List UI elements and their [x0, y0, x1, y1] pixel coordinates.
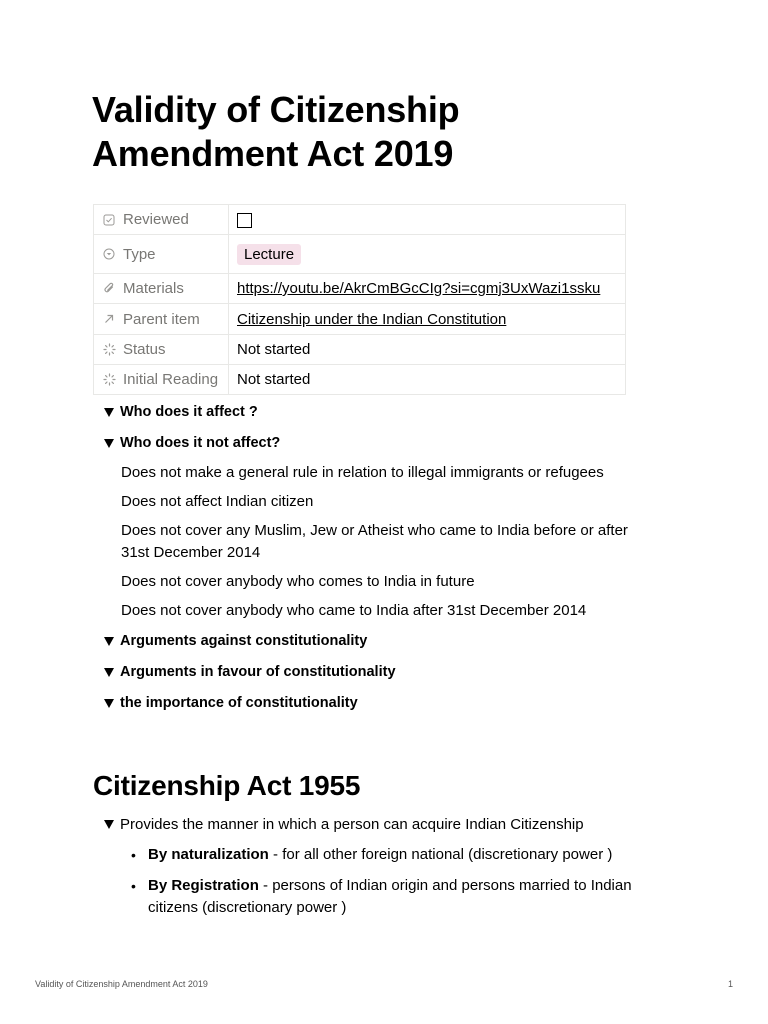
- toggle-triangle-icon[interactable]: [104, 699, 114, 708]
- bullet-bold: By naturalization: [148, 846, 269, 863]
- toggle-arguments-against[interactable]: [104, 633, 367, 649]
- property-row-status: [94, 335, 626, 365]
- property-key: Status: [123, 341, 166, 358]
- toggle-label: Who does it not affect?: [120, 435, 281, 451]
- toggle-triangle-icon[interactable]: [104, 439, 114, 448]
- section-heading: Citizenship Act 1955: [93, 770, 361, 801]
- status-value[interactable]: Not started: [237, 341, 311, 358]
- page-number: 1: [727, 979, 733, 989]
- toggle-arguments-favour[interactable]: [104, 664, 396, 680]
- toggle-label: Who does it affect ?: [120, 404, 258, 420]
- toggle-triangle-icon[interactable]: [104, 408, 114, 417]
- reviewed-checkbox[interactable]: [237, 213, 252, 228]
- toggle-triangle-icon[interactable]: [104, 637, 114, 646]
- parent-item-link[interactable]: Citizenship under the Indian Constitution: [237, 310, 507, 328]
- select-property-icon: [102, 247, 116, 261]
- toggle-acquire-citizenship[interactable]: [104, 816, 584, 833]
- list-item: Does not make a general rule in relation to illegal immigrants or refugees: [121, 464, 604, 481]
- toggle-importance[interactable]: [104, 695, 358, 711]
- arrow-up-right-icon: [102, 312, 116, 326]
- bullet-text: - persons of Indian origin and persons married to Indian citizens (discretionary power ): [148, 877, 632, 916]
- checkbox-property-icon: [102, 213, 116, 227]
- type-tag[interactable]: Lecture: [237, 244, 301, 265]
- toggle-who-affect[interactable]: [104, 404, 258, 420]
- list-item: Does not cover any Muslim, Jew or Atheist who came to India before or after 31st December 2014: [121, 522, 628, 561]
- toggle-label: Provides the manner in which a person can acquire Indian Citizenship: [120, 816, 584, 833]
- bullet-text: - for all other foreign national (discretionary power ): [268, 846, 613, 863]
- properties-table: [93, 204, 626, 395]
- bullet-dot-icon: •: [131, 878, 136, 894]
- bullet-item: [131, 844, 661, 866]
- property-row-materials: [94, 274, 626, 304]
- toggle-who-not-affect[interactable]: [104, 435, 280, 451]
- toggle-triangle-icon[interactable]: [104, 668, 114, 677]
- property-key: Initial Reading: [123, 371, 219, 388]
- list-item: Does not affect Indian citizen: [121, 493, 314, 510]
- paperclip-icon: [102, 282, 116, 296]
- bullet-item: [131, 875, 661, 919]
- page-title: Validity of Citizenship Amendment Act 2019: [92, 89, 460, 174]
- property-row-initial-reading: [94, 365, 626, 395]
- list-item: Does not cover anybody who came to India after 31st December 2014: [121, 602, 587, 619]
- property-key: Materials: [123, 280, 184, 297]
- materials-link[interactable]: https://youtu.be/AkrCmBGcCIg?si=cgmj3UxWazi1ssku: [237, 280, 601, 297]
- property-row-reviewed: [94, 205, 626, 235]
- toggle-label: Arguments in favour of constitutionality: [120, 664, 396, 680]
- toggle-label: Arguments against constitutionality: [120, 633, 368, 649]
- status-spinner-icon: [102, 373, 116, 387]
- footer-title: Validity of Citizenship Amendment Act 2019: [35, 979, 208, 989]
- property-row-parent-item: [94, 304, 626, 335]
- property-key: Type: [123, 245, 156, 263]
- toggle-label: the importance of constitutionality: [120, 695, 358, 711]
- list-item: Does not cover anybody who comes to India in future: [121, 573, 475, 590]
- status-spinner-icon: [102, 343, 116, 357]
- bullet-dot-icon: •: [131, 847, 136, 863]
- property-row-type: [94, 235, 626, 274]
- toggle-triangle-icon[interactable]: [104, 820, 114, 829]
- property-key: Reviewed: [123, 211, 189, 228]
- initial-reading-value[interactable]: Not started: [237, 371, 311, 388]
- bullet-bold: By Registration: [148, 877, 259, 894]
- property-key: Parent item: [123, 310, 200, 328]
